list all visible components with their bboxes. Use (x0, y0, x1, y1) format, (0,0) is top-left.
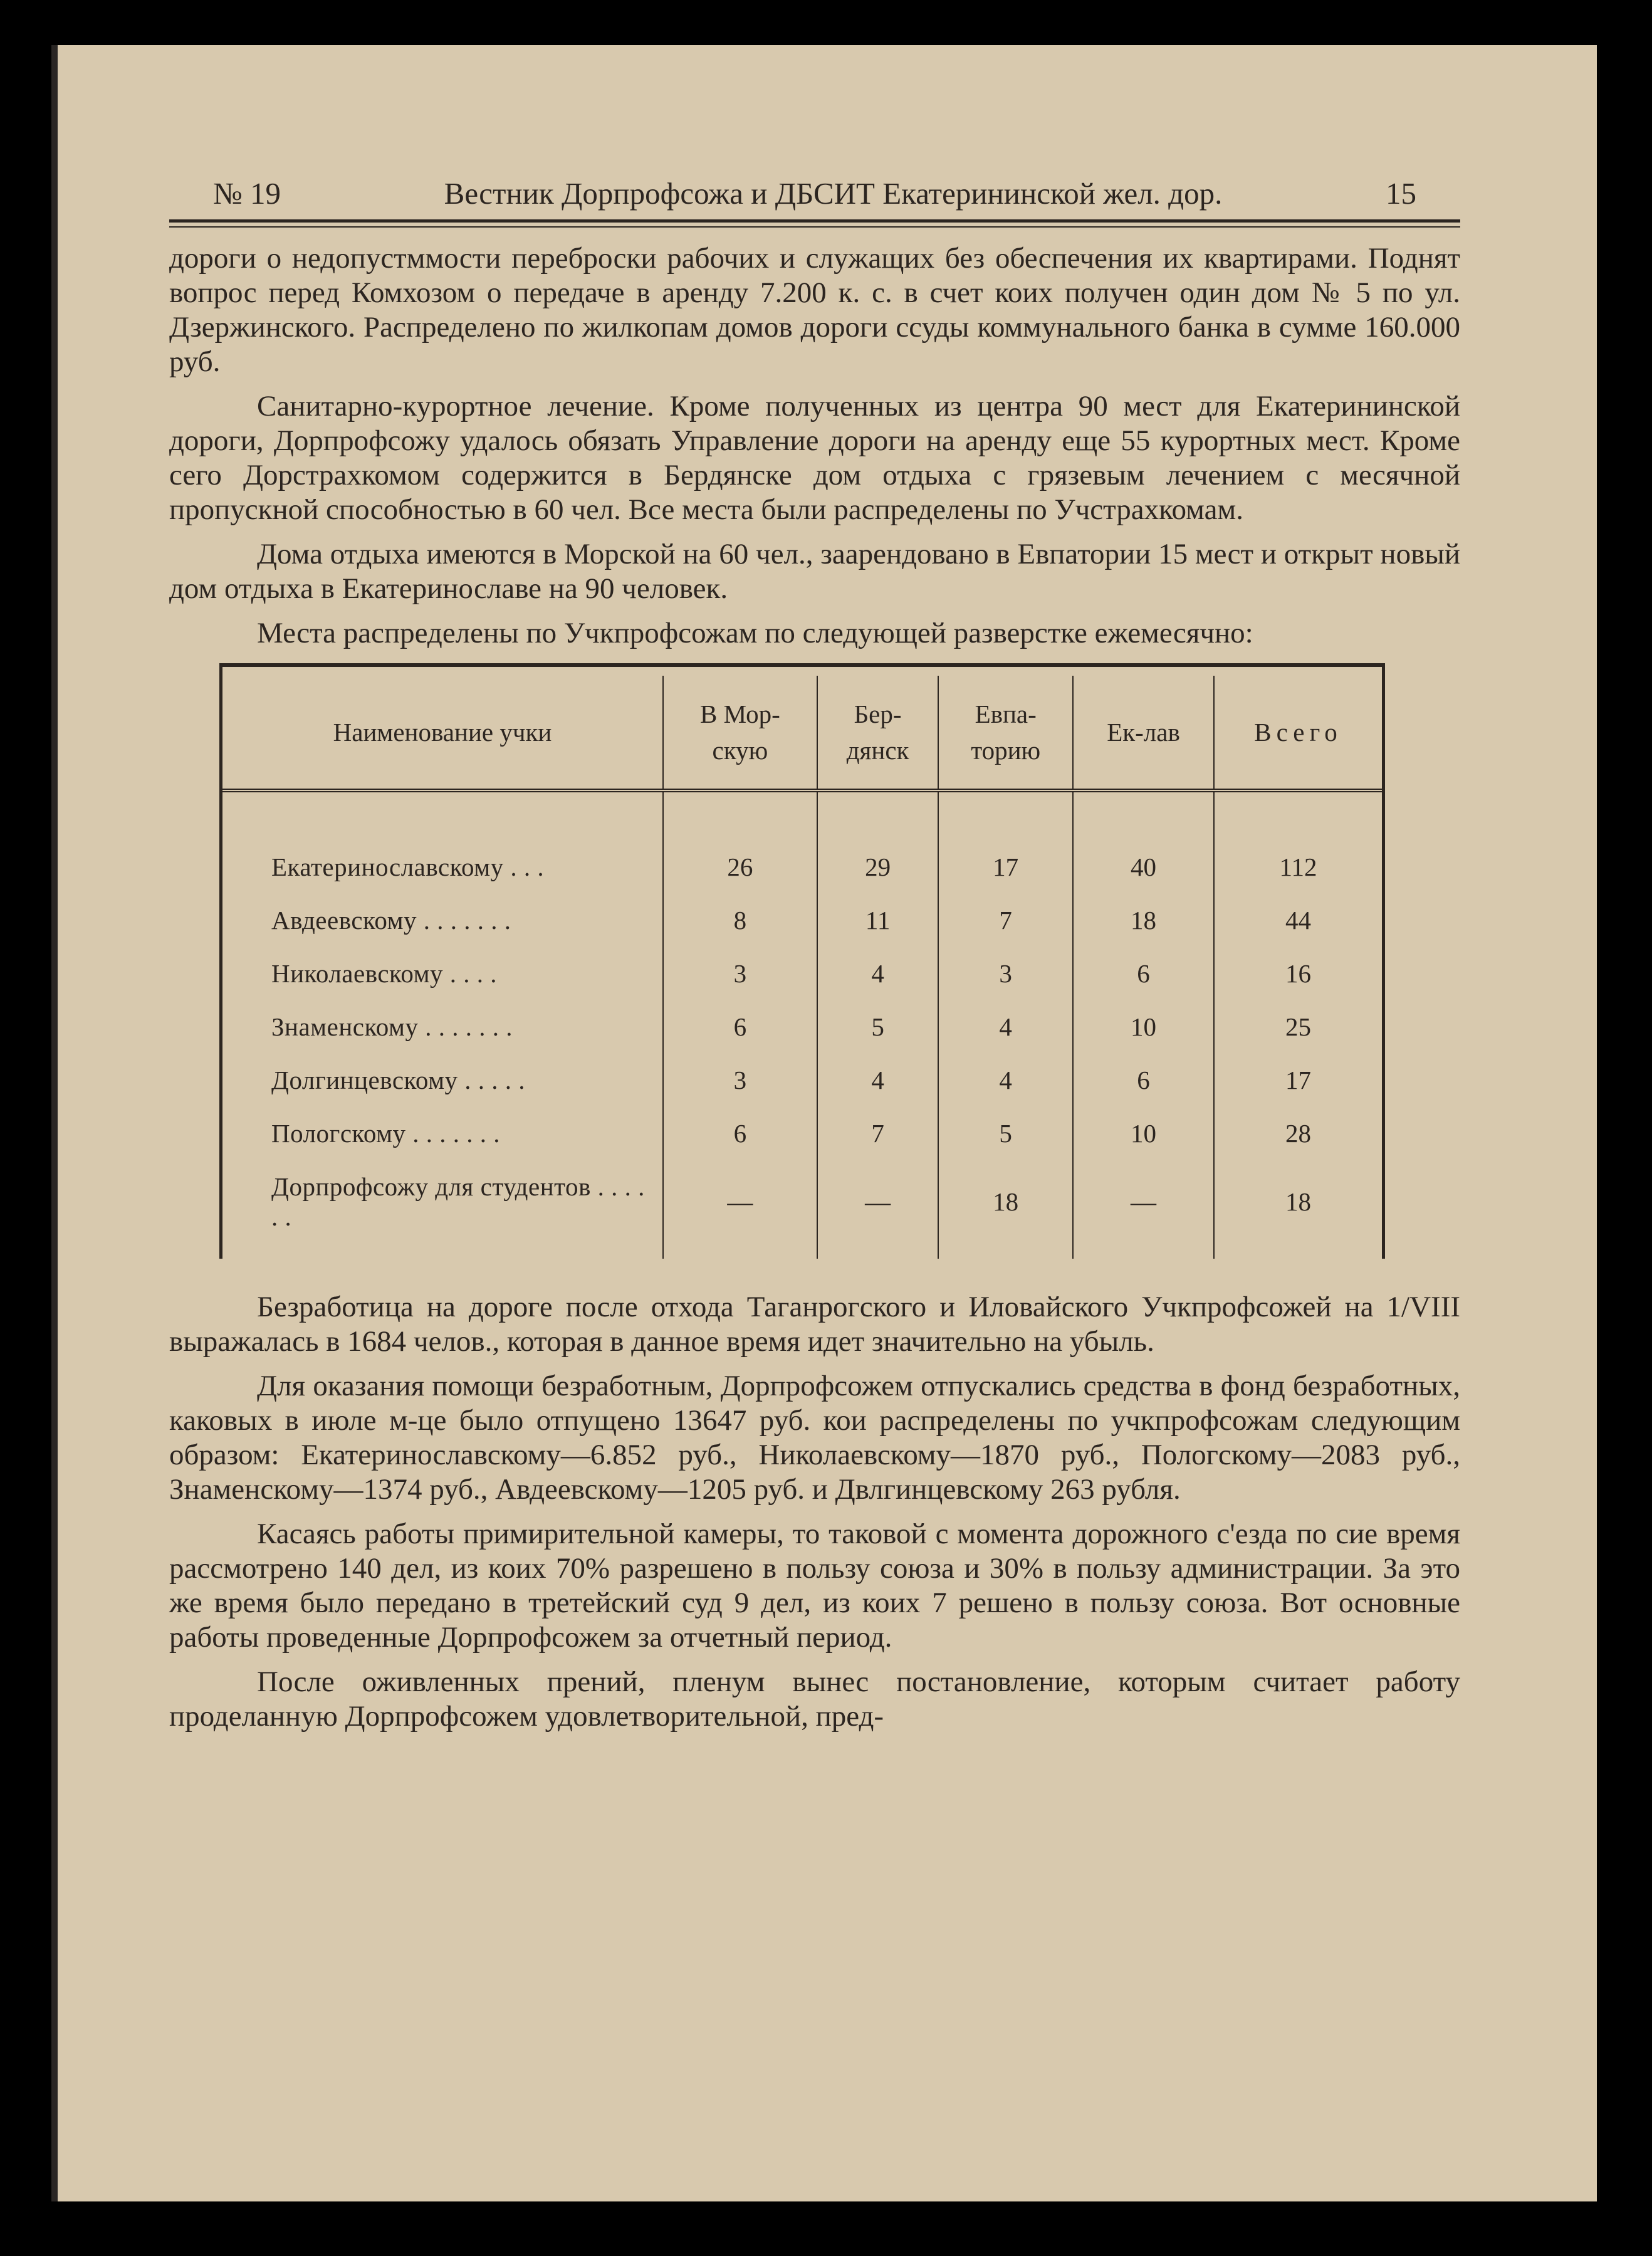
paragraph-unemployment-fund: Для оказания помощи безработным, Дорпрофсожем отпускались средства в фонд безработных, каковых в июле м-це было отпущено 13647 руб. кои распределены по учкпрофсожам следующим образом: Екатеринославскому—6.852 руб., Николаевскому—1870 руб., Пологскому—2083 руб., Знаменскому—1374 руб., Авдеевскому—1205 руб. и Двлгинцевскому 263 рубля. (169, 1369, 1460, 1506)
cell-total: 17 (1214, 1054, 1382, 1107)
row-name: Николаевскому . . . . (271, 959, 498, 989)
paragraph-conciliation: Касаясь работы примирительной камеры, то таковой с момента дорожного с'езда по сие время рассмотрено 140 дел, из коих 70% разрешено в пользу союза и 30% в пользу администрации. За это же время было передано в третейский суд 9 дел, из коих 7 решено в пользу союза. Вот основные работы проведенные Дорпрофсожем за отчетный период. (169, 1517, 1460, 1654)
cell-ekaterinoslav: 40 (1073, 790, 1214, 894)
table-row (222, 1160, 1382, 1259)
journal-title: Вестник Дорпрофсожа и ДБСИТ Екатерининской жел. дор. (444, 176, 1223, 211)
cell-berdyansk: 7 (817, 1107, 939, 1160)
page-content (169, 177, 1460, 1734)
row-name: Знаменскому . . . . . . . (271, 1012, 513, 1042)
cell-evpatoria: 5 (938, 1107, 1073, 1160)
column-header-name: Наименование учки (222, 676, 663, 790)
cell-total: 44 (1214, 894, 1382, 947)
allocation-table (222, 676, 1382, 1259)
table-row (222, 947, 1382, 1000)
cell-morskaya: 26 (663, 790, 817, 894)
row-name: Екатеринославскому . . . (271, 853, 545, 882)
paragraph-housing: дороги о недопустммости переброски рабочих и служащих без обеспечения их квартирами. Поднят вопрос перед Комхозом о передаче в аренду 7.200 к. с. в счет коих получен один дом № 5 по ул. Дзержинского. Распределено по жилкопам домов дороги ссуды коммунального банка в сумме 160.000 руб. (169, 241, 1460, 378)
cell-morskaya: — (663, 1160, 817, 1259)
table-row (222, 894, 1382, 947)
page-edge-shadow (51, 45, 58, 2201)
cell-evpatoria: 18 (938, 1160, 1073, 1259)
cell-berdyansk: 4 (817, 947, 939, 1000)
row-name: Дорпрофсожу для студентов . . . . . . (271, 1172, 645, 1231)
table-row (222, 1107, 1382, 1160)
cell-berdyansk: 5 (817, 1000, 939, 1054)
paragraph-rest-homes: Дома отдыха имеются в Морской на 60 чел., заарендовано в Евпатории 15 мест и открыт новый дом отдыха в Екатеринославе на 90 человек. (169, 537, 1460, 605)
row-name: Пологскому . . . . . . . (271, 1119, 501, 1148)
issue-number: № 19 (213, 176, 281, 211)
paragraph-sanatorium: Санитарно-курортное лечение. Кроме полученных из центра 90 мест для Екатерининской дороги, Дорпрофсожу удалось обязать Управление дороги на аренду еще 55 курортных мест. Кроме сего Дорстрахкомом содержится в Бердянске дом отдыха с грязевым лечением с месячной пропускной способностью в 60 чел. Все места были распределены по Учстрахкомам. (169, 389, 1460, 526)
cell-total: 25 (1214, 1000, 1382, 1054)
cell-total: 28 (1214, 1107, 1382, 1160)
table-row (222, 1000, 1382, 1054)
page-number: 15 (1386, 176, 1416, 211)
column-header-total: Всего (1214, 676, 1382, 790)
cell-ekaterinoslav: 10 (1073, 1107, 1214, 1160)
cell-total: 16 (1214, 947, 1382, 1000)
cell-berdyansk: 4 (817, 1054, 939, 1107)
column-header-evpatoria: Евпа- торию (938, 676, 1073, 790)
cell-morskaya: 3 (663, 947, 817, 1000)
row-name: Авдеевскому . . . . . . . (271, 906, 511, 935)
cell-ekaterinoslav: 6 (1073, 1054, 1214, 1107)
cell-evpatoria: 4 (938, 1054, 1073, 1107)
running-header (169, 177, 1460, 219)
cell-ekaterinoslav: — (1073, 1160, 1214, 1259)
cell-morskaya: 3 (663, 1054, 817, 1107)
paragraph-distribution-intro: Места распределены по Учкпрофсожам по следующей разверстке ежемесячно: (257, 616, 1253, 649)
column-header-ekaterinoslav: Ек-лав (1073, 676, 1214, 790)
table-row (222, 790, 1382, 894)
cell-berdyansk: 11 (817, 894, 939, 947)
allocation-table-frame (219, 663, 1385, 1259)
table-row (222, 1054, 1382, 1107)
cell-morskaya: 6 (663, 1000, 817, 1054)
cell-ekaterinoslav: 10 (1073, 1000, 1214, 1054)
cell-morskaya: 6 (663, 1107, 817, 1160)
cell-berdyansk: 29 (817, 790, 939, 894)
document-page (51, 45, 1597, 2201)
paragraph-unemployment: Безработица на дороге после отхода Таганрогского и Иловайского Учкпрофсожей на 1/VIII выражалась в 1684 челов., которая в данное время идет значительно на убыль. (169, 1290, 1460, 1358)
cell-total: 18 (1214, 1160, 1382, 1259)
cell-evpatoria: 3 (938, 947, 1073, 1000)
column-header-morskaya: В Мор- скую (663, 676, 817, 790)
header-rule-thick (169, 219, 1460, 223)
column-header-berdyansk: Бер- дянск (817, 676, 939, 790)
cell-morskaya: 8 (663, 894, 817, 947)
table-header-row (222, 676, 1382, 790)
cell-evpatoria: 4 (938, 1000, 1073, 1054)
cell-evpatoria: 17 (938, 790, 1073, 894)
cell-berdyansk: — (817, 1160, 939, 1259)
cell-total: 112 (1214, 790, 1382, 894)
row-name: Долгинцевскому . . . . . (271, 1066, 526, 1095)
paragraph-resolution: После оживленных прений, пленум вынес постановление, которым считает работу проделанную Дорпрофсожем удовлетворительной, пред- (169, 1665, 1460, 1733)
cell-ekaterinoslav: 18 (1073, 894, 1214, 947)
cell-ekaterinoslav: 6 (1073, 947, 1214, 1000)
cell-evpatoria: 7 (938, 894, 1073, 947)
header-rule-thin (169, 226, 1460, 228)
